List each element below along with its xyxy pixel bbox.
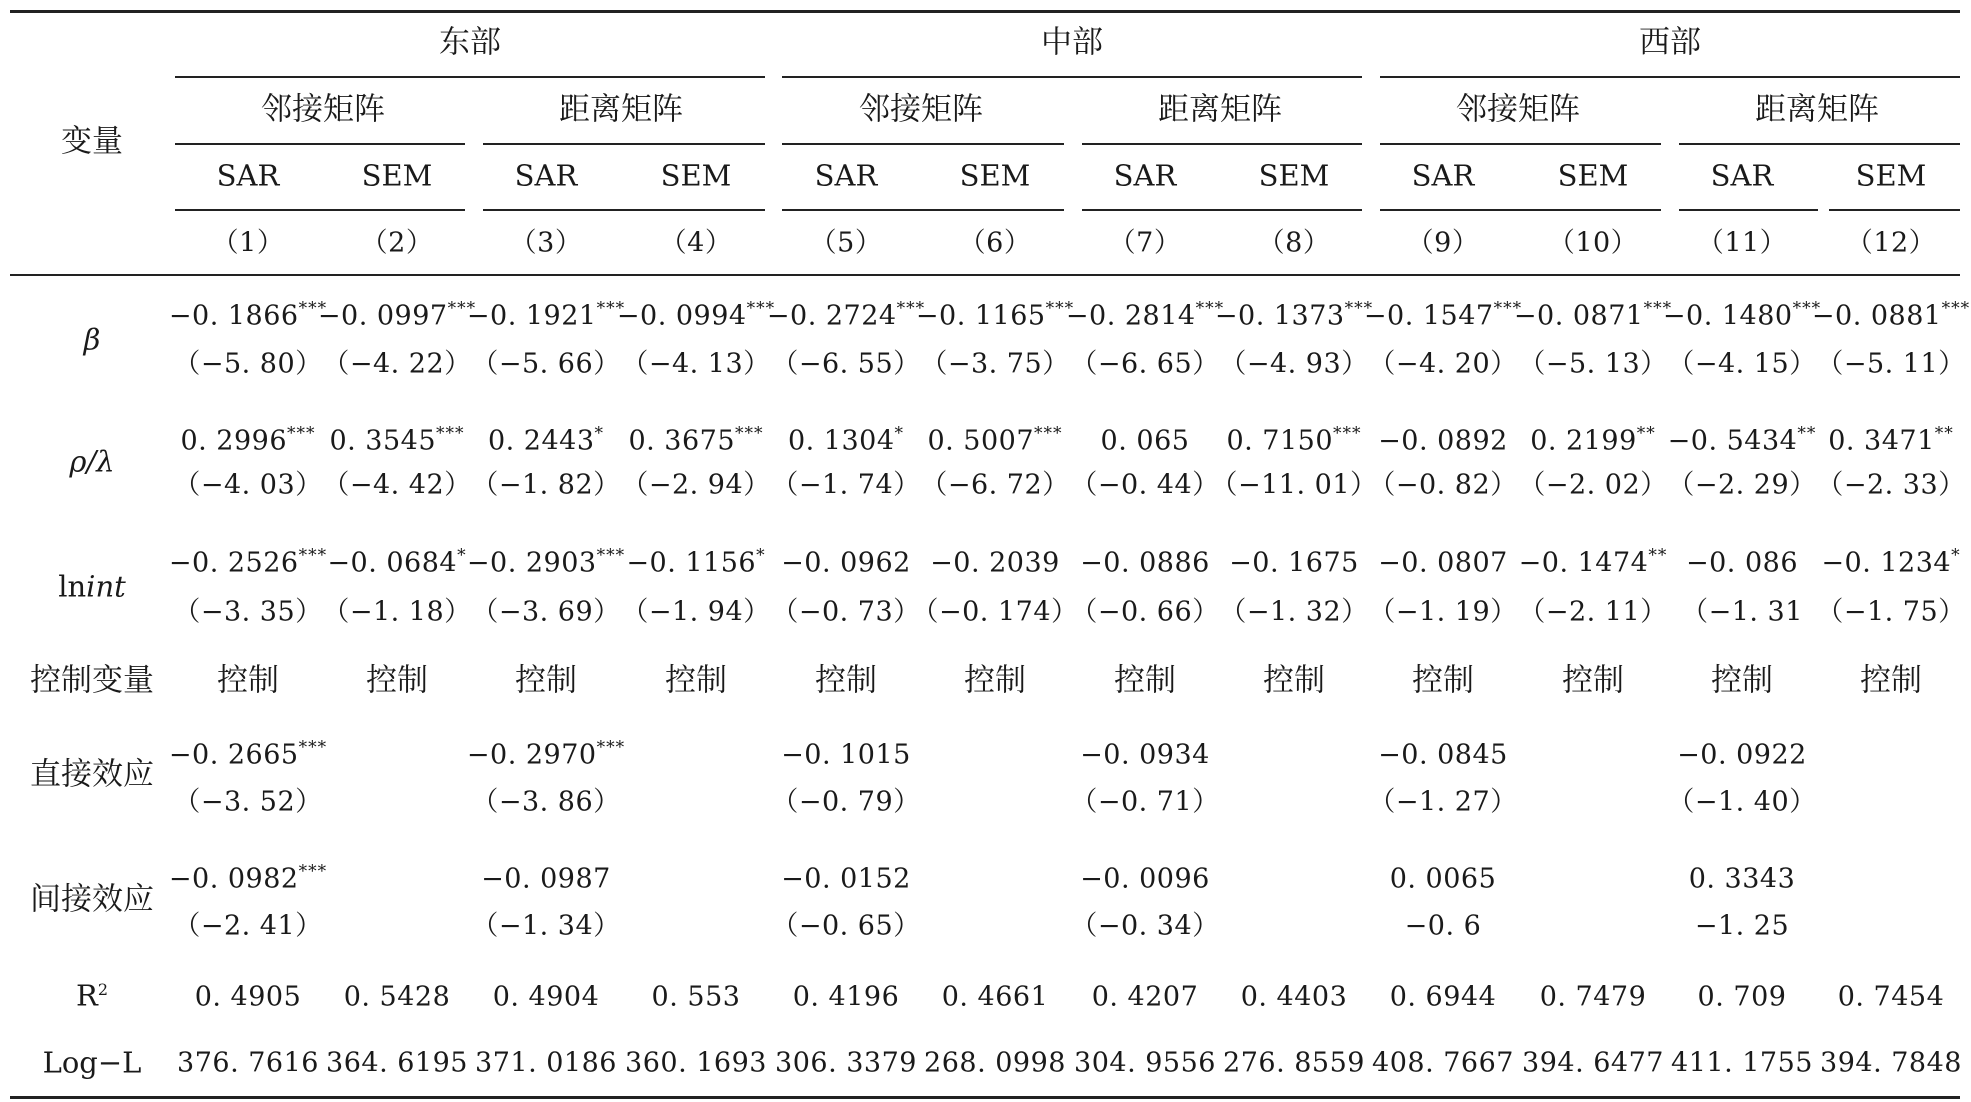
matrix-rule xyxy=(1679,143,1960,145)
coef-value: −0. 1480 xyxy=(1662,300,1793,332)
coef-value: −0. 2039 xyxy=(930,547,1060,579)
log-likelihood-cell: 306. 3379 xyxy=(775,1047,917,1079)
t-stat-cell: （−0. 79） xyxy=(771,786,921,818)
coef-cell xyxy=(781,547,911,579)
top-rule xyxy=(10,10,1960,13)
t-stat-cell: （−11. 01） xyxy=(1210,469,1378,501)
significance-stars: *** xyxy=(1792,298,1822,319)
t-stat-cell: （−3. 75） xyxy=(920,348,1070,380)
coef-value: 0. 3675 xyxy=(628,425,736,457)
matrix-header: 距离矩阵 xyxy=(559,91,683,128)
row-label-indirect-effect: 间接效应 xyxy=(30,881,154,918)
coef-value: −0. 1547 xyxy=(1363,300,1494,332)
coef-cell xyxy=(927,423,1063,457)
model-header: SAR xyxy=(514,158,578,193)
log-likelihood-cell: 394. 6477 xyxy=(1522,1047,1664,1079)
t-stat-cell: （−4. 42） xyxy=(322,469,472,501)
control-cell: 控制 xyxy=(815,662,877,699)
t-stat-cell: （−6. 65） xyxy=(1070,348,1220,380)
region-rule xyxy=(782,76,1362,78)
row-label-rho-lambda: ρ/λ xyxy=(69,444,115,479)
log-likelihood-cell: 394. 7848 xyxy=(1820,1047,1962,1079)
log-likelihood-cell: 276. 8559 xyxy=(1223,1047,1365,1079)
row-label-int: int xyxy=(86,569,126,604)
region-rule xyxy=(175,76,765,78)
coef-value: −0. 1234 xyxy=(1821,547,1952,579)
coef-cell xyxy=(1518,545,1668,579)
model-header: SAR xyxy=(814,158,878,193)
significance-stars: *** xyxy=(1344,298,1374,319)
coef-value: −0. 2970 xyxy=(466,739,597,771)
coef-value: 0. 065 xyxy=(1100,425,1190,457)
coef-value: 0. 2443 xyxy=(487,425,595,457)
coef-value: −0. 1373 xyxy=(1214,300,1345,332)
coef-cell xyxy=(1378,547,1508,579)
column-number: （1） xyxy=(211,227,285,259)
t-stat-cell: （−1. 75） xyxy=(1816,596,1966,628)
significance-stars: * xyxy=(894,423,905,444)
matrix-rule xyxy=(175,143,465,145)
significance-stars: *** xyxy=(1941,298,1971,319)
significance-stars: *** xyxy=(1195,298,1225,319)
coef-cell xyxy=(168,298,328,332)
log-likelihood-cell: 411. 1755 xyxy=(1671,1047,1813,1079)
t-stat-cell: （−0. 71） xyxy=(1070,786,1220,818)
row-label-ln: ln xyxy=(58,569,87,604)
column-number: （2） xyxy=(360,227,434,259)
log-likelihood-cell: 371. 0186 xyxy=(475,1047,617,1079)
coef-cell xyxy=(1080,739,1210,771)
coef-value: −0. 1921 xyxy=(466,300,597,332)
t-stat-cell: （−0. 174） xyxy=(911,596,1079,628)
coef-value: −0. 5434 xyxy=(1667,425,1798,457)
variable-header: 变量 xyxy=(61,123,123,160)
significance-stars: * xyxy=(457,545,467,566)
significance-stars: *** xyxy=(596,298,626,319)
significance-stars: *** xyxy=(1333,423,1362,444)
coef-cell xyxy=(787,423,905,457)
t-stat-cell: （−2. 94） xyxy=(621,469,771,501)
r-squared-base: R xyxy=(75,978,98,1013)
model-header: SEM xyxy=(361,158,433,193)
significance-stars: ** xyxy=(1636,423,1656,444)
coef-cell xyxy=(329,423,465,457)
t-stat-cell: （−5. 80） xyxy=(173,348,323,380)
coef-value: −0. 1015 xyxy=(781,739,911,771)
coef-value: −0. 0994 xyxy=(616,300,747,332)
t-stat-cell: （−5. 66） xyxy=(471,348,621,380)
model-rule xyxy=(175,209,465,211)
log-likelihood-cell: 360. 1693 xyxy=(625,1047,767,1079)
r-squared-cell: 0. 4196 xyxy=(792,981,900,1013)
coef-value: 0. 3545 xyxy=(329,425,437,457)
column-number: （11） xyxy=(1696,227,1788,259)
significance-stars: *** xyxy=(1643,298,1673,319)
significance-stars: *** xyxy=(436,423,465,444)
coef-cell xyxy=(628,423,764,457)
coef-value: 0. 7150 xyxy=(1226,425,1334,457)
column-number: （8） xyxy=(1257,227,1331,259)
coef-value: −0. 2665 xyxy=(168,739,299,771)
log-likelihood-cell: 364. 6195 xyxy=(326,1047,468,1079)
row-label-r-squared xyxy=(75,978,109,1013)
coef-cell xyxy=(1226,423,1362,457)
t-stat-cell: （−2. 33） xyxy=(1816,469,1966,501)
control-cell: 控制 xyxy=(665,662,727,699)
coef-cell xyxy=(626,545,766,579)
region-rule xyxy=(1380,76,1960,78)
log-likelihood-cell: 268. 0998 xyxy=(924,1047,1066,1079)
r-squared-cell: 0. 4661 xyxy=(941,981,1049,1013)
model-header: SEM xyxy=(1557,158,1629,193)
t-stat-cell: （−0. 65） xyxy=(771,910,921,942)
model-header: SEM xyxy=(959,158,1031,193)
control-cell: 控制 xyxy=(1860,662,1922,699)
matrix-header: 邻接矩阵 xyxy=(859,91,983,128)
coef-value: −0. 1675 xyxy=(1229,547,1359,579)
coef-cell xyxy=(1378,739,1508,771)
t-stat-cell: （−0. 34） xyxy=(1070,910,1220,942)
model-rule xyxy=(1679,209,1818,211)
r-squared-cell: 0. 4403 xyxy=(1240,981,1348,1013)
significance-stars: *** xyxy=(1045,298,1075,319)
model-header: SEM xyxy=(1855,158,1927,193)
coef-value: 0. 0065 xyxy=(1389,863,1497,895)
log-likelihood-cell: 304. 9556 xyxy=(1074,1047,1216,1079)
t-stat-cell: −1. 25 xyxy=(1694,910,1790,942)
coef-cell xyxy=(168,737,328,771)
bottom-rule xyxy=(10,1096,1960,1099)
coef-cell xyxy=(1811,298,1971,332)
model-rule xyxy=(1082,209,1362,211)
coef-value: −0. 0934 xyxy=(1080,739,1210,771)
t-stat-cell: （−2. 11） xyxy=(1518,596,1668,628)
model-header: SAR xyxy=(1411,158,1475,193)
significance-stars: *** xyxy=(596,545,626,566)
coef-cell xyxy=(781,739,911,771)
significance-stars: *** xyxy=(298,298,328,319)
row-label-log-likelihood: Log−L xyxy=(42,1045,142,1080)
control-cell: 控制 xyxy=(217,662,279,699)
t-stat-cell: （−1. 82） xyxy=(471,469,621,501)
coef-cell xyxy=(1677,739,1807,771)
control-cell: 控制 xyxy=(1412,662,1474,699)
coef-cell xyxy=(168,545,328,579)
t-stat-cell: （−5. 11） xyxy=(1816,348,1966,380)
row-label-direct-effect: 直接效应 xyxy=(30,756,154,793)
coef-value: −0. 0881 xyxy=(1811,300,1942,332)
coef-value: −0. 1165 xyxy=(915,300,1046,332)
coef-cell xyxy=(487,423,605,457)
t-stat-cell: （−1. 34） xyxy=(471,910,621,942)
t-stat-cell: （−2. 29） xyxy=(1667,469,1817,501)
coef-value: −0. 0807 xyxy=(1378,547,1508,579)
matrix-rule xyxy=(483,143,765,145)
coef-value: −0. 0096 xyxy=(1080,863,1210,895)
coef-value: 0. 2996 xyxy=(180,425,288,457)
model-header: SAR xyxy=(216,158,280,193)
coef-value: −0. 2814 xyxy=(1065,300,1196,332)
coef-value: −0. 1474 xyxy=(1518,547,1649,579)
control-cell: 控制 xyxy=(1114,662,1176,699)
significance-stars: * xyxy=(1951,545,1961,566)
t-stat-cell: （−1. 19） xyxy=(1368,596,1518,628)
column-number: （10） xyxy=(1547,227,1639,259)
coef-cell xyxy=(1513,298,1673,332)
matrix-rule xyxy=(1082,143,1362,145)
t-stat-cell: （−5. 13） xyxy=(1518,348,1668,380)
coef-cell xyxy=(781,863,911,895)
coef-cell xyxy=(1667,423,1817,457)
row-label-beta: β xyxy=(83,322,101,357)
row-label-control: 控制变量 xyxy=(30,662,154,699)
coef-cell xyxy=(1828,423,1954,457)
significance-stars: * xyxy=(756,545,766,566)
coef-cell xyxy=(168,861,328,895)
coef-cell xyxy=(1530,423,1656,457)
t-stat-cell: （−1. 40） xyxy=(1667,786,1817,818)
coef-cell xyxy=(481,863,611,895)
coef-value: −0. 0892 xyxy=(1378,425,1508,457)
t-stat-cell: （−4. 13） xyxy=(621,348,771,380)
t-stat-cell: （−6. 55） xyxy=(771,348,921,380)
coef-value: −0. 2526 xyxy=(168,547,299,579)
region-header: 中部 xyxy=(1041,24,1103,61)
control-cell: 控制 xyxy=(964,662,1026,699)
t-stat-cell: （−0. 66） xyxy=(1070,596,1220,628)
coef-value: −0. 086 xyxy=(1685,547,1799,579)
significance-stars: *** xyxy=(298,545,328,566)
t-stat-cell: （−0. 82） xyxy=(1368,469,1518,501)
matrix-header: 邻接矩阵 xyxy=(1456,91,1580,128)
coef-value: −0. 0152 xyxy=(781,863,911,895)
coef-cell xyxy=(1378,425,1508,457)
coef-cell xyxy=(1685,547,1799,579)
coef-value: −0. 2724 xyxy=(766,300,897,332)
t-stat-cell: （−3. 52） xyxy=(173,786,323,818)
log-likelihood-cell: 408. 7667 xyxy=(1372,1047,1514,1079)
column-number: （12） xyxy=(1845,227,1937,259)
model-header: SEM xyxy=(1258,158,1330,193)
header-rule xyxy=(10,274,1960,276)
significance-stars: *** xyxy=(1493,298,1523,319)
r-squared-cell: 0. 6944 xyxy=(1389,981,1497,1013)
r-squared-cell: 0. 553 xyxy=(651,981,741,1013)
column-number: （6） xyxy=(958,227,1032,259)
significance-stars: *** xyxy=(746,298,776,319)
t-stat-cell: （−4. 20） xyxy=(1368,348,1518,380)
coef-cell xyxy=(616,298,776,332)
matrix-header: 距离矩阵 xyxy=(1158,91,1282,128)
model-rule xyxy=(1829,209,1960,211)
coef-value: 0. 1304 xyxy=(787,425,895,457)
t-stat-cell: （−4. 15） xyxy=(1667,348,1817,380)
control-cell: 控制 xyxy=(1263,662,1325,699)
coef-cell xyxy=(930,547,1060,579)
control-cell: 控制 xyxy=(1562,662,1624,699)
coef-cell xyxy=(1389,863,1497,895)
model-rule xyxy=(782,209,1064,211)
r-squared-cell: 0. 4904 xyxy=(492,981,600,1013)
significance-stars: ** xyxy=(1797,423,1817,444)
coef-value: −0. 0886 xyxy=(1080,547,1210,579)
coef-value: 0. 2199 xyxy=(1530,425,1637,457)
coef-value: −0. 0962 xyxy=(781,547,911,579)
coef-cell xyxy=(317,298,477,332)
coef-value: −0. 2903 xyxy=(466,547,597,579)
t-stat-cell: （−1. 94） xyxy=(621,596,771,628)
t-stat-cell: （−4. 22） xyxy=(322,348,472,380)
coef-cell xyxy=(1080,863,1210,895)
coef-cell xyxy=(915,298,1075,332)
coef-value: −0. 1156 xyxy=(626,547,757,579)
column-number: （3） xyxy=(509,227,583,259)
coef-cell xyxy=(1688,863,1796,895)
coef-cell xyxy=(1065,298,1225,332)
r-squared-cell: 0. 7479 xyxy=(1539,981,1647,1013)
significance-stars: ** xyxy=(1934,423,1954,444)
r-squared-exponent: 2 xyxy=(97,979,109,999)
t-stat-cell: （−2. 02） xyxy=(1518,469,1668,501)
coef-cell xyxy=(466,545,626,579)
t-stat-cell: （−6. 72） xyxy=(920,469,1070,501)
coef-value: −0. 0922 xyxy=(1677,739,1807,771)
t-stat-cell: （−0. 44） xyxy=(1070,469,1220,501)
log-likelihood-cell: 376. 7616 xyxy=(177,1047,319,1079)
coef-value: 0. 3471 xyxy=(1828,425,1935,457)
region-header: 东部 xyxy=(439,24,501,61)
column-number: （9） xyxy=(1406,227,1480,259)
coef-value: 0. 5007 xyxy=(927,425,1035,457)
coef-cell xyxy=(1229,547,1359,579)
r-squared-cell: 0. 4905 xyxy=(194,981,302,1013)
model-header: SEM xyxy=(660,158,732,193)
significance-stars: *** xyxy=(596,737,626,758)
coef-cell xyxy=(1363,298,1523,332)
matrix-header: 邻接矩阵 xyxy=(261,91,385,128)
t-stat-cell: （−1. 74） xyxy=(771,469,921,501)
coef-value: −0. 0982 xyxy=(168,863,299,895)
significance-stars: * xyxy=(594,423,605,444)
coef-value: 0. 3343 xyxy=(1688,863,1796,895)
coef-cell xyxy=(180,423,316,457)
significance-stars: ** xyxy=(1648,545,1668,566)
t-stat-cell: −0. 6 xyxy=(1404,910,1482,942)
matrix-header: 距离矩阵 xyxy=(1755,91,1879,128)
significance-stars: *** xyxy=(1034,423,1063,444)
t-stat-cell: （−1. 31 xyxy=(1681,596,1803,628)
coef-value: −0. 0845 xyxy=(1378,739,1508,771)
r-squared-cell: 0. 7454 xyxy=(1837,981,1945,1013)
significance-stars: *** xyxy=(735,423,764,444)
coef-value: −0. 1866 xyxy=(168,300,299,332)
coef-cell xyxy=(327,545,467,579)
column-number: （5） xyxy=(809,227,883,259)
significance-stars: *** xyxy=(287,423,316,444)
significance-stars: *** xyxy=(298,737,328,758)
significance-stars: *** xyxy=(298,861,328,882)
coef-cell xyxy=(1080,547,1210,579)
coef-value: −0. 0684 xyxy=(327,547,458,579)
t-stat-cell: （−3. 35） xyxy=(173,596,323,628)
r-squared-cell: 0. 709 xyxy=(1697,981,1787,1013)
coef-cell xyxy=(1662,298,1822,332)
t-stat-cell: （−3. 69） xyxy=(471,596,621,628)
column-number: （7） xyxy=(1108,227,1182,259)
coef-value: −0. 0987 xyxy=(481,863,611,895)
matrix-rule xyxy=(1380,143,1661,145)
t-stat-cell: （−4. 93） xyxy=(1219,348,1369,380)
coef-cell xyxy=(1100,425,1190,457)
column-number: （4） xyxy=(659,227,733,259)
t-stat-cell: （−1. 27） xyxy=(1368,786,1518,818)
significance-stars: *** xyxy=(896,298,926,319)
model-rule xyxy=(483,209,765,211)
coef-cell xyxy=(766,298,926,332)
control-cell: 控制 xyxy=(515,662,577,699)
model-header: SAR xyxy=(1113,158,1177,193)
coef-cell xyxy=(466,737,626,771)
coef-value: −0. 0871 xyxy=(1513,300,1644,332)
t-stat-cell: （−2. 41） xyxy=(173,910,323,942)
region-header: 西部 xyxy=(1639,24,1701,61)
coef-cell xyxy=(466,298,626,332)
t-stat-cell: （−3. 86） xyxy=(471,786,621,818)
model-rule xyxy=(1380,209,1661,211)
t-stat-cell: （−1. 18） xyxy=(322,596,472,628)
coef-cell xyxy=(1821,545,1961,579)
r-squared-cell: 0. 4207 xyxy=(1091,981,1199,1013)
control-cell: 控制 xyxy=(1711,662,1773,699)
matrix-rule xyxy=(782,143,1064,145)
significance-stars: *** xyxy=(447,298,477,319)
model-header: SAR xyxy=(1710,158,1774,193)
t-stat-cell: （−4. 03） xyxy=(173,469,323,501)
coef-value: −0. 0997 xyxy=(317,300,448,332)
r-squared-cell: 0. 5428 xyxy=(343,981,451,1013)
row-label-lnint xyxy=(58,569,126,604)
t-stat-cell: （−0. 73） xyxy=(771,596,921,628)
coef-cell xyxy=(1214,298,1374,332)
control-cell: 控制 xyxy=(366,662,428,699)
t-stat-cell: （−1. 32） xyxy=(1219,596,1369,628)
